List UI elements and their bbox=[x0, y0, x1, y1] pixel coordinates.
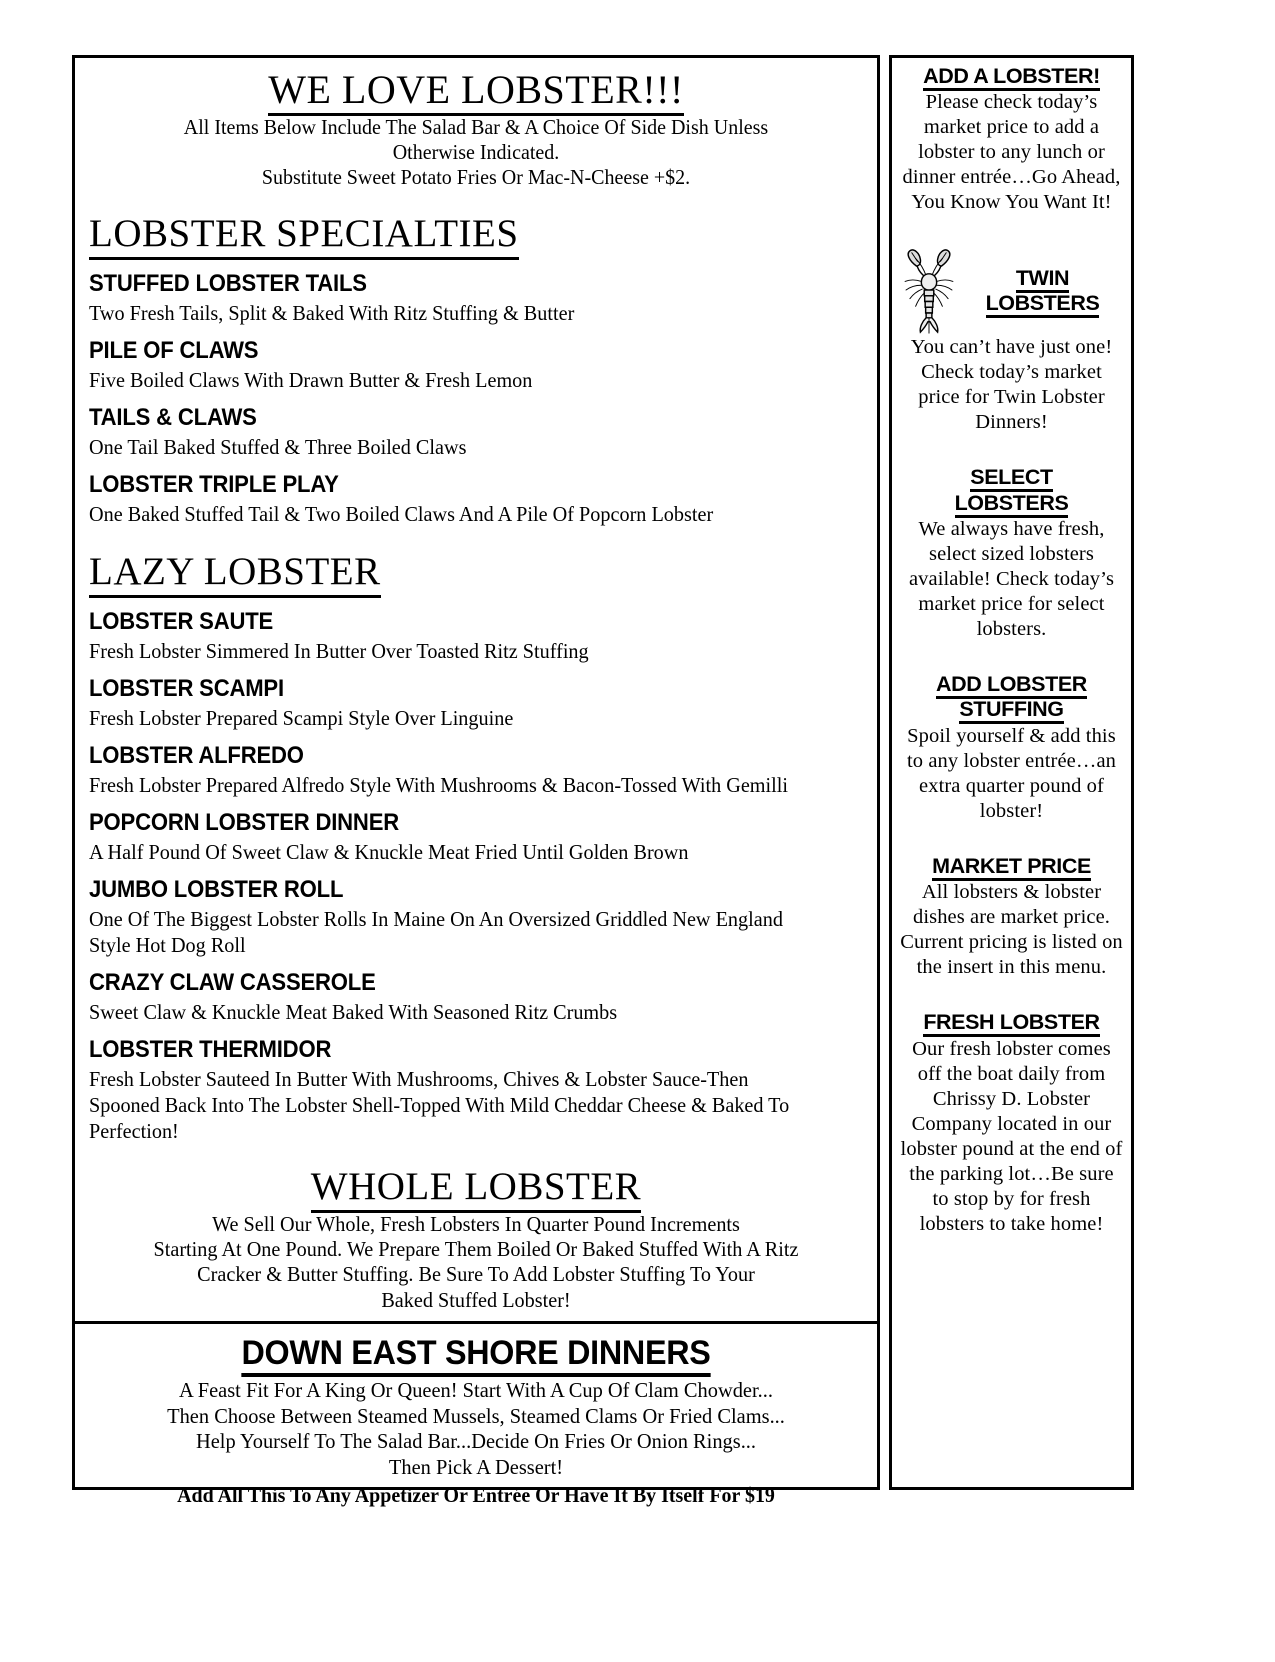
page-title bbox=[89, 67, 863, 112]
menu-item-description: One Baked Stuffed Tail & Two Boiled Claws And A Pile Of Popcorn Lobster bbox=[89, 502, 714, 527]
menu-item-description: A Half Pound Of Sweet Claw & Knuckle Meat Fried Until Golden Brown bbox=[89, 840, 689, 865]
down-east-line-3: Help Yourself To The Salad Bar...Decide On Fries Or Onion Rings... bbox=[195, 1429, 757, 1454]
sidebar-body: We always have fresh, select sized lobsters available! Check today’s market price for select lobsters. bbox=[908, 518, 1115, 641]
sidebar-block-add-a-lobster bbox=[900, 64, 1123, 215]
twin-lobsters-header-row bbox=[900, 247, 1123, 335]
sidebar-heading-line-2: STUFFING bbox=[959, 697, 1063, 724]
intro-line-1: All Items Below Include The Salad Bar & A Choice Of Side Dish Unless bbox=[183, 114, 769, 139]
sidebar-body: You can’t have just one! Check today’s market price for Twin Lobster Dinners! bbox=[910, 336, 1113, 434]
menu-item-description: Fresh Lobster Prepared Alfredo Style With Mushrooms & Bacon-Tossed With Gemilli bbox=[89, 773, 788, 798]
down-east-line-4: Then Pick A Dessert! bbox=[388, 1455, 564, 1480]
menu-item-name: LOBSTER THERMIDOR bbox=[89, 1036, 332, 1064]
section-heading-whole-lobster bbox=[89, 1164, 863, 1208]
sidebar-heading-text: FRESH LOBSTER bbox=[923, 1010, 1099, 1037]
page-title-text: WE LOVE LOBSTER!!! bbox=[268, 67, 684, 116]
menu-item bbox=[89, 403, 863, 461]
menu-item-name: CRAZY CLAW CASSEROLE bbox=[89, 968, 376, 996]
whole-lobster-line-1: We Sell Our Whole, Fresh Lobsters In Quarter Pound Increments bbox=[212, 1211, 740, 1236]
whole-lobster-description bbox=[112, 1212, 840, 1313]
section-heading-whole-lobster-text: WHOLE LOBSTER bbox=[311, 1165, 641, 1213]
intro-note bbox=[116, 115, 836, 190]
sidebar-heading-text: ADD A LOBSTER! bbox=[923, 64, 1100, 91]
sidebar-heading bbox=[900, 672, 1123, 723]
sidebar-column bbox=[889, 55, 1134, 1490]
menu-item-description: One Tail Baked Stuffed & Three Boiled Claws bbox=[89, 435, 467, 459]
menu-item bbox=[89, 674, 863, 732]
menu-item-description: Fresh Lobster Sauteed In Butter With Mushrooms, Chives & Lobster Sauce-Then Spooned Back Into The Lobster Shell-Topped With Mild Cheddar Cheese & Baked To Perfection! bbox=[89, 1067, 790, 1143]
menu-item-name: LOBSTER ALFREDO bbox=[89, 741, 304, 769]
section-heading-specialties-text: LOBSTER SPECIALTIES bbox=[89, 212, 519, 260]
menu-item-description: One Of The Biggest Lobster Rolls In Maine On An Oversized Griddled New England Style Hot Dog Roll bbox=[89, 907, 783, 958]
menu-item-name: PILE OF CLAWS bbox=[89, 336, 259, 364]
spacer bbox=[900, 646, 1123, 672]
menu-item-description: Sweet Claw & Knuckle Meat Baked With Seasoned Ritz Crumbs bbox=[89, 1000, 618, 1025]
spacer bbox=[900, 828, 1123, 854]
spacer bbox=[900, 439, 1123, 465]
sidebar-heading-line-1: ADD LOBSTER bbox=[936, 672, 1087, 699]
sidebar-heading-line-1: TWIN bbox=[1016, 266, 1069, 293]
whole-lobster-line-4: Baked Stuffed Lobster! bbox=[381, 1287, 571, 1312]
sidebar-body: Please check today’s market price to add a lobster to any lunch or dinner entrée…Go Ahead, You Know You Want It! bbox=[902, 91, 1121, 214]
section-heading-specialties bbox=[89, 211, 863, 255]
sidebar-block-fresh-lobster bbox=[900, 1010, 1123, 1236]
menu-item-description: Fresh Lobster Prepared Scampi Style Over Linguine bbox=[89, 706, 514, 731]
intro-line-3: Substitute Sweet Potato Fries Or Mac-N-Cheese +$2. bbox=[261, 164, 691, 189]
menu-item-name: POPCORN LOBSTER DINNER bbox=[89, 809, 400, 837]
menu-item-name: JUMBO LOBSTER ROLL bbox=[89, 876, 344, 904]
menu-item bbox=[89, 808, 863, 866]
menu-item-name: STUFFED LOBSTER TAILS bbox=[89, 269, 367, 297]
menu-item bbox=[89, 269, 863, 327]
menu-item bbox=[89, 968, 863, 1026]
menu-item bbox=[89, 1035, 863, 1145]
main-menu-upper bbox=[75, 58, 877, 1321]
sidebar-block-twin-lobsters bbox=[900, 247, 1123, 435]
sidebar-body: Our fresh lobster comes off the boat daily from Chrissy D. Lobster Company located in our lobster pound at the end of the parking lot…Be sure to stop by for fresh lobsters to take home! bbox=[900, 1037, 1123, 1235]
menu-item bbox=[89, 336, 863, 394]
intro-line-2: Otherwise Indicated. bbox=[392, 139, 560, 164]
menu-item-description: Two Fresh Tails, Split & Baked With Ritz Stuffing & Butter bbox=[89, 300, 575, 325]
menu-item bbox=[89, 875, 863, 959]
sidebar-heading bbox=[900, 64, 1123, 89]
down-east-heading-text: DOWN EAST SHORE DINNERS bbox=[241, 1334, 710, 1377]
menu-item-description: Five Boiled Claws With Drawn Butter & Fresh Lemon bbox=[89, 367, 533, 392]
sidebar-body: All lobsters & lobster dishes are market price. Current pricing is listed on the insert in this menu. bbox=[900, 881, 1123, 979]
menu-item bbox=[89, 741, 863, 799]
menu-item-name: TAILS & CLAWS bbox=[89, 403, 257, 431]
down-east-section bbox=[75, 1321, 877, 1516]
sidebar-heading bbox=[900, 854, 1123, 879]
sidebar-heading-text: MARKET PRICE bbox=[932, 854, 1091, 881]
menu-item bbox=[89, 470, 863, 528]
sidebar-heading bbox=[962, 266, 1123, 317]
sidebar-heading-line-2: LOBSTERS bbox=[955, 491, 1069, 518]
sidebar-heading bbox=[900, 1010, 1123, 1035]
whole-lobster-line-3: Cracker & Butter Stuffing. Be Sure To Add Lobster Stuffing To Your bbox=[197, 1262, 755, 1287]
down-east-heading bbox=[106, 1336, 845, 1372]
section-heading-lazy-lobster-text: LAZY LOBSTER bbox=[89, 550, 381, 598]
spacer bbox=[900, 219, 1123, 245]
sidebar-heading-line-1: SELECT bbox=[970, 465, 1052, 492]
down-east-line-2: Then Choose Between Steamed Mussels, Steamed Clams Or Fried Clams... bbox=[167, 1403, 785, 1428]
section-heading-lazy-lobster bbox=[89, 549, 863, 593]
sidebar-heading bbox=[900, 465, 1123, 516]
sidebar-heading-line-2: LOBSTERS bbox=[986, 291, 1100, 318]
sidebar-block-market-price bbox=[900, 854, 1123, 980]
sidebar-body: Spoil yourself & add this to any lobster entrée…an extra quarter pound of lobster! bbox=[906, 724, 1117, 822]
down-east-line-1: A Feast Fit For A King Or Queen! Start With A Cup Of Clam Chowder... bbox=[179, 1377, 773, 1402]
menu-item-description: Fresh Lobster Simmered In Butter Over Toasted Ritz Stuffing bbox=[89, 639, 589, 664]
sidebar-block-select-lobsters bbox=[900, 465, 1123, 642]
lobster-icon bbox=[900, 247, 958, 335]
menu-item-name: LOBSTER SAUTE bbox=[89, 607, 274, 635]
whole-lobster-line-2: Starting At One Pound. We Prepare Them Boiled Or Baked Stuffed With A Ritz bbox=[153, 1237, 799, 1262]
menu-item-name: LOBSTER SCAMPI bbox=[89, 674, 284, 702]
menu-item-name: LOBSTER TRIPLE PLAY bbox=[89, 470, 339, 498]
sidebar-block-add-lobster-stuffing bbox=[900, 672, 1123, 824]
main-menu-column bbox=[72, 55, 880, 1507]
menu-item bbox=[89, 607, 863, 665]
down-east-price-line: Add All This To Any Appetizer Or Entrée Or Have It By Itself For $19 bbox=[177, 1483, 775, 1507]
down-east-description bbox=[106, 1378, 845, 1481]
spacer bbox=[900, 984, 1123, 1010]
